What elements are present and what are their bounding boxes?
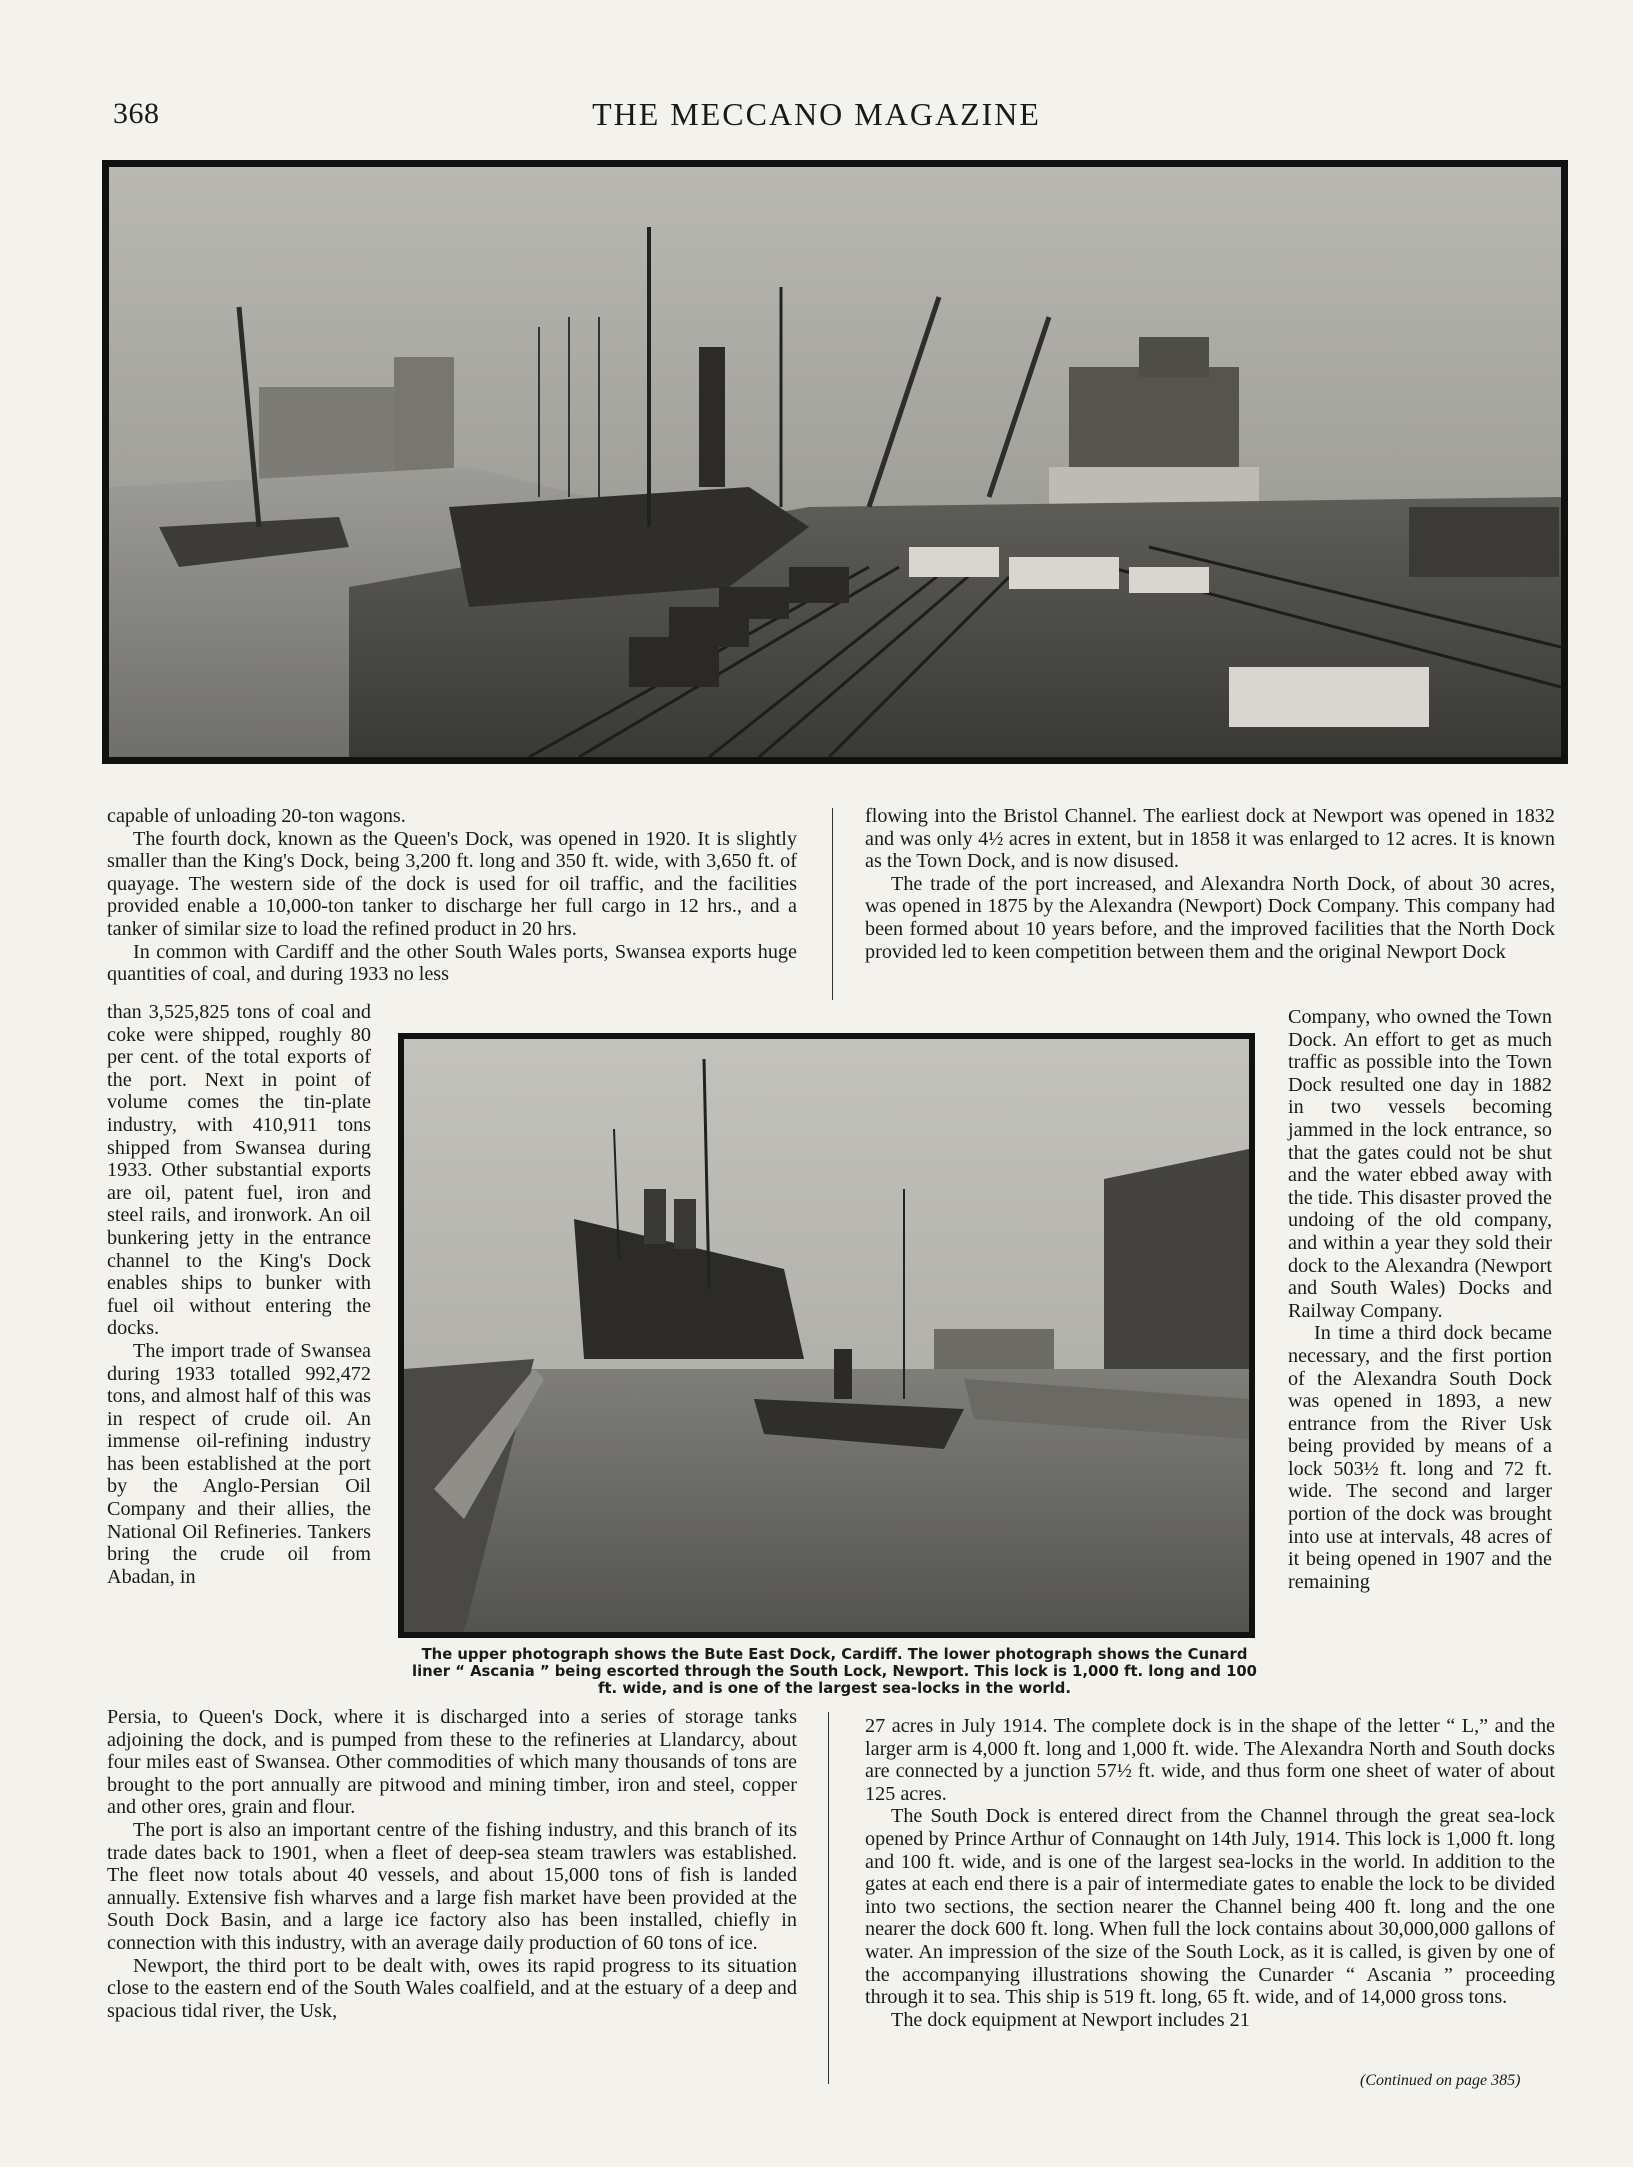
photo-ascania-south-lock	[398, 1033, 1255, 1638]
paragraph: capable of unloading 20-ton wagons.	[107, 805, 406, 827]
paragraph: than 3,525,825 tons of coal and coke were shipped, roughly 80 per cent. of the total exports of the port. Next in point of volume comes the tin-plate industry, with 410,911 tons shipped from Swansea during 1933. Other substantial exports are oil, patent fuel, iron and steel rails, and ironwork. An oil bunkering jetty in the entrance channel to the King's Dock enables ships to bunker with fuel oil without entering the docks.	[107, 1001, 371, 1340]
column-rule	[828, 1712, 829, 2084]
right-column-narrow	[1288, 1006, 1552, 1593]
page-number: 368	[113, 97, 160, 130]
paragraph: The port is also an important centre of the fishing industry, and this branch of its trade dates back to 1901, when a fleet of deep-sea steam trawlers was established. The fleet now totals about 40 vessels, and about 15,000 tons of fish is landed annually. Extensive fish wharves and a large fish market have been provided at the South Dock Basin, and a large ice factory also has been installed, chiefly in connection with this industry, with an average daily production of 60 tons of ice.	[107, 1818, 797, 1954]
photo-caption: The upper photograph shows the Bute East Dock, Cardiff. The lower photograph shows the Cunard liner “ Ascania ” being escorted through the South Lock, Newport. This lock is 1,000 ft. long and 100 ft. wide, and is one of the largest sea-locks in the world.	[412, 1646, 1257, 1697]
paragraph: In time a third dock became necessary, and the first portion of the Alexandra South Dock was opened in 1893, a new entrance from the River Usk being provided by means of a lock 503½ ft. long and 72 ft. wide. The second and larger portion of the dock was brought into use at intervals, 48 acres of it being opened in 1907 and the remaining	[1288, 1322, 1552, 1593]
paragraph: 27 acres in July 1914. The complete dock is in the shape of the letter “ L,” and the larger arm is 4,000 ft. long and 1,000 ft. wide. The Alexandra North and South docks are connected by a junction 57½ ft. wide, and thus form one sheet of water of about 125 acres.	[865, 1715, 1555, 1805]
paragraph: In common with Cardiff and the other South Wales ports, Swansea exports huge quantities of coal, and during 1933 no less	[107, 940, 797, 986]
paragraph: The fourth dock, known as the Queen's Dock, was opened in 1920. It is slightly smaller than the King's Dock, being 3,200 ft. long and 350 ft. wide, with 3,650 ft. of quayage. The western side of the dock is used for oil traffic, and the facilities provided enable a 10,000-ton tanker to discharge her full cargo in 12 hrs., and a tanker of similar size to load the refined product in 20 hrs.	[107, 827, 797, 940]
paragraph: Persia, to Queen's Dock, where it is discharged into a series of storage tanks adjoining the dock, and is pumped from these to the refineries at Llandarcy, about four miles east of Swansea. Other commodities of which many thousands of tons are brought to the port annually are pitwood and mining timber, iron and steel, copper and other ores, grain and flour.	[107, 1706, 797, 1819]
left-column-bottom	[107, 1706, 797, 2022]
left-column-narrow	[107, 1001, 371, 1588]
magazine-title: THE MECCANO MAGAZINE	[592, 96, 1041, 132]
paragraph: The import trade of Swansea during 1933 totalled 992,472 tons, and almost half of this was in respect of crude oil. An immense oil-refining industry has been established at the port by the Anglo-Persian Oil Company and their allies, the National Oil Refineries. Tankers bring the crude oil from Abadan, in	[107, 1339, 371, 1588]
paragraph: Company, who owned the Town Dock. An effort to get as much traffic as possible into the Town Dock resulted one day in 1882 in two vessels becoming jammed in the lock entrance, so that the gates could not be shut and the water ebbed away with the tide. This disaster proved the undoing of the old company, and within a year they sold their dock to the Alexandra (Newport and South Wales) Docks and Railway Company.	[1288, 1006, 1552, 1322]
paragraph: The trade of the port increased, and Alexandra North Dock, of about 30 acres, was opened in 1875 by the Alexandra (Newport) Dock Company. This company had been formed about 10 years before, and the improved facilities that the North Dock provided led to keen competition between them and the original Newport Dock	[865, 872, 1555, 963]
paragraph: The dock equipment at Newport includes 21	[891, 2008, 1250, 2031]
paragraph: Newport, the third port to be dealt with, owes its rapid progress to its situation close to the eastern end of the South Wales coalfield, and at the estuary of a deep and spacious tidal river, the Usk,	[107, 1954, 797, 2022]
right-column-top	[865, 805, 1555, 963]
paragraph: flowing into the Bristol Channel. The earliest dock at Newport was opened in 1832 and was only 4½ acres in extent, but in 1858 it was enlarged to 12 acres. It is known as the Town Dock, and is now disused.	[865, 805, 1555, 873]
left-column-top	[107, 805, 797, 986]
right-column-bottom	[865, 1715, 1555, 2031]
column-rule	[832, 808, 833, 1000]
continued-note: (Continued on page 385)	[1360, 2072, 1521, 2089]
paragraph: The South Dock is entered direct from the Channel through the great sea-lock opened by Prince Arthur of Connaught on 14th July, 1914. This lock is 1,000 ft. long and 100 ft. wide, and is one of the largest sea-locks in the world. In addition to the gates at each end there is a pair of intermediate gates to enable the lock to be divided into two sections, the section nearer the Channel being 400 ft. long and the one nearer the dock 600 ft. long. When full the lock contains about 30,000,000 gallons of water. An impression of the size of the South Lock, as it is called, is given by one of the accompanying illustrations showing the Cunarder “ Ascania ” proceeding through it to sea. This ship is 519 ft. long, 65 ft. wide, and of 14,000 gross tons.	[865, 1805, 1555, 2009]
photo-bute-east-dock	[102, 160, 1568, 764]
